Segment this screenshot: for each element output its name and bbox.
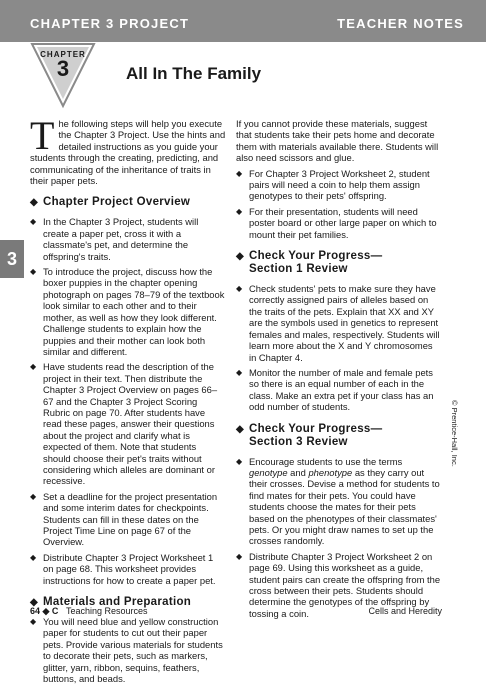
text-run: Encourage students to use the terms xyxy=(249,455,403,467)
intro-paragraph xyxy=(30,113,226,187)
diamond-bullet-icon: ◆ xyxy=(30,491,37,501)
section-heading-progress-1 xyxy=(236,250,442,276)
diamond-bullet-icon: ◆ xyxy=(236,367,243,377)
left-column xyxy=(30,113,226,688)
list-item xyxy=(236,206,442,240)
list-item xyxy=(236,168,442,202)
list-item-text: Distribute Chapter 3 Project Worksheet 2 on page 69. Using this worksheet as a guide, student pairs can create the offspring from the cross between their pets. Students should determine the genotypes of the offspring by tossing a coin. xyxy=(249,550,441,619)
diamond-icon: ◆ xyxy=(30,197,38,209)
diamond-icon: ◆ xyxy=(236,423,244,435)
list-item-text: In the Chapter 3 Project, students will create a paper pet, cross it with a classmate's pet, and determine the offspring's traits. xyxy=(43,216,199,262)
section-heading-text: Materials and Preparation xyxy=(43,596,192,609)
list-item-text xyxy=(249,456,440,547)
section-heading-text: Chapter Project Overview xyxy=(43,196,191,209)
list-item-text: Check students' pets to make sure they have correctly assigned pairs of alleles based on the traits of the pets. Explain that XX and XY are the symbols used in genetics to represent females and males, respectively. Students will learn more about the X and Y chromosomes in Chapter 4. xyxy=(249,283,440,363)
diamond-bullet-icon: ◆ xyxy=(236,551,243,561)
list-item xyxy=(236,367,442,413)
copyright-notice xyxy=(449,400,461,480)
copyright-text: © Prentice-Hall, Inc. xyxy=(450,400,459,467)
chapter-side-tab: 3 xyxy=(0,240,24,278)
diamond-bullet-icon: ◆ xyxy=(30,617,37,627)
footer-book-title: Teaching Resources xyxy=(65,606,148,616)
diamond-bullet-icon: ◆ xyxy=(30,217,37,227)
section-heading-line1: Check Your Progress— xyxy=(249,422,383,435)
section-heading-overview xyxy=(30,196,226,209)
list-item-text: To introduce the project, discuss how the boxer puppies in the chapter opening photograph on pages 78–79 of the textbook look similar to each other and to their mother, as well as how they look different. Challenge students to explain how the puppies and their mother can look both similar and different. xyxy=(43,266,225,357)
list-item-text: For Chapter 3 Project Worksheet 2, student pairs will need a coin to help them assign genotypes to their pets' offspring. xyxy=(249,167,430,202)
list-item xyxy=(236,456,442,547)
section-heading-line2: Section 1 Review xyxy=(249,263,348,276)
footer-right: Cells and Heredity xyxy=(368,606,442,616)
term-genotype: genotype xyxy=(249,466,288,478)
header-teacher-notes: TEACHER NOTES xyxy=(337,16,464,31)
diamond-bullet-icon: ◆ xyxy=(236,168,243,178)
footer-left xyxy=(30,606,148,617)
header-chapter-project: CHAPTER 3 PROJECT xyxy=(30,16,190,31)
list-item xyxy=(236,283,442,363)
section-heading-progress-3 xyxy=(236,423,442,449)
list-item-text: Have students read the description of the project in their text. Then distribute the Chapter 3 Project Overview on pages 66–67 and the Chapter 3 Project Scoring Rubric on page 70. After students have read these pages, answer their questions about the project and clarify what is expected of them. Note that students should choose their pet's traits without considering which alleles are dominant or recessive. xyxy=(43,361,218,487)
diamond-bullet-icon: ◆ xyxy=(30,267,37,277)
header-bar xyxy=(0,0,486,42)
page-title: All In The Family xyxy=(126,64,262,83)
page-number: 64 ◆ C xyxy=(30,606,59,616)
list-item xyxy=(30,491,226,548)
diamond-bullet-icon: ◆ xyxy=(236,206,243,216)
list-item xyxy=(30,616,226,684)
chapter-badge-label: CHAPTER xyxy=(40,50,86,59)
list-item-text: Set a deadline for the project presentation and some interim dates for checkpoints. Students can fill in these dates on the Project Time Line on page 67 of the Overview. xyxy=(43,490,218,548)
list-item xyxy=(30,552,226,586)
intro-text: he following steps will help you execute the Chapter 3 Project. Use the hints and detailed instructions as you guide your students through the creating, predicting, and communicating of the inheritance of traits in their paper pets. xyxy=(30,118,226,187)
diamond-bullet-icon: ◆ xyxy=(236,284,243,294)
list-item xyxy=(30,266,226,357)
list-item xyxy=(30,361,226,486)
section-heading-line1: Check Your Progress— xyxy=(249,250,383,263)
list-item-text: Distribute Chapter 3 Project Worksheet 1 on page 68. This worksheet provides instructions for how to create a paper pet. xyxy=(43,551,216,586)
diamond-icon: ◆ xyxy=(30,597,38,609)
term-phenotype: phenotype xyxy=(308,466,353,478)
diamond-bullet-icon: ◆ xyxy=(30,362,37,372)
section-heading-line2: Section 3 Review xyxy=(249,435,348,448)
text-run: and xyxy=(287,466,309,478)
continuation-paragraph: If you cannot provide these materials, suggest that students take their pets home and decorate them with materials available there. Students will also need scissors and glue. xyxy=(236,118,439,164)
diamond-bullet-icon: ◆ xyxy=(30,552,37,562)
list-item-text: You will need blue and yellow construction paper for students to cut out their paper pets. Provide various materials for students to decorate their pets, such as markers, glitter, yarn, ribbon, sequins, feathers, buttons, and beads. xyxy=(43,616,223,685)
chapter-badge-number: 3 xyxy=(56,56,70,81)
diamond-icon: ◆ xyxy=(236,251,244,263)
drop-cap: T xyxy=(30,113,55,158)
list-item xyxy=(30,216,226,262)
list-item-text: Monitor the number of male and female pets so there is an equal number of each in the class. Make an extra pet if your class has an odd number of students. xyxy=(249,366,434,413)
text-run: as they carry out their crosses. Devise a method for students to find mates for their pets. You could have students choose the mates for their pets based on the phenotypes of their classmates' pets. Or you might draw names to set up the crosses randomly. xyxy=(249,466,440,547)
right-column xyxy=(236,118,442,623)
diamond-bullet-icon: ◆ xyxy=(236,456,243,466)
list-item-text: For their presentation, students will need poster board or other large paper on which to mount their pet families. xyxy=(249,205,437,240)
